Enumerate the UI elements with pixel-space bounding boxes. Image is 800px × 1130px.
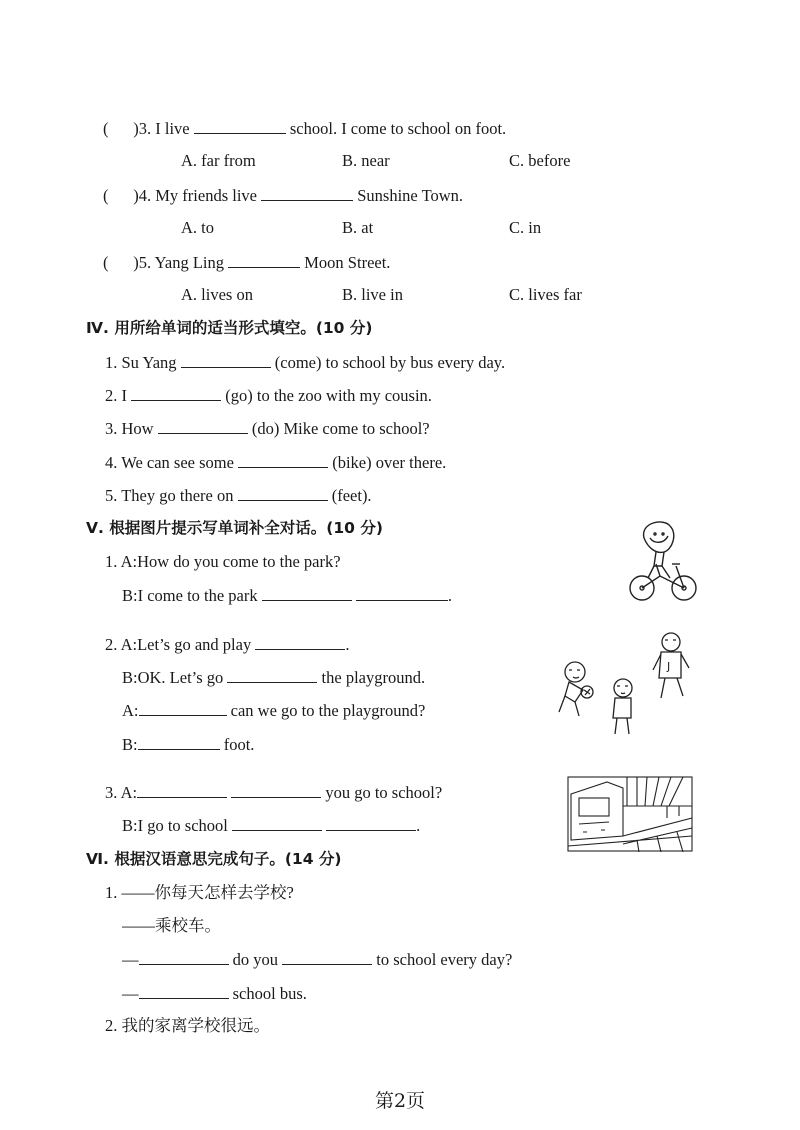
item-text: 3. How — [105, 419, 154, 438]
dialog-text: the playground. — [321, 668, 426, 687]
dialog-3-blank-1[interactable] — [137, 781, 227, 798]
dialog-text: B:I go to school — [122, 816, 228, 835]
dialog-2-blank-2[interactable] — [227, 666, 317, 683]
sec4-blank-2[interactable] — [131, 384, 221, 401]
sentence-text: school bus. — [232, 984, 307, 1003]
dialog-text: . — [416, 816, 421, 835]
sec4-item-4 — [105, 451, 446, 474]
q3-line — [103, 117, 506, 140]
item-text: 5. They go there on — [105, 486, 234, 505]
dialog-text: you go to school? — [325, 783, 443, 802]
sec4-item-1 — [105, 351, 505, 374]
sec4-blank-4[interactable] — [238, 451, 328, 468]
dialog-2-b — [122, 666, 425, 689]
dialog-1-blank-2[interactable] — [356, 584, 448, 601]
sentence-1-blank-1[interactable] — [139, 948, 229, 965]
item-text: (go) to the zoo with my cousin. — [225, 386, 432, 405]
sec4-item-3 — [105, 417, 430, 440]
sentence-text: — — [122, 950, 139, 969]
sentence-1-en-question — [122, 948, 512, 971]
dialog-3-b — [122, 814, 420, 837]
sentence-1-blank-3[interactable] — [139, 982, 229, 999]
q3-stem: )3. I live — [133, 119, 190, 138]
dialog-1-a: 1. A:How do you come to the park? — [105, 552, 341, 571]
sec4-blank-5[interactable] — [238, 484, 328, 501]
dialog-3-blank-2[interactable] — [231, 781, 321, 798]
q5-line — [103, 251, 390, 274]
dialog-2-d — [122, 733, 254, 756]
section-6-title: Ⅵ. 根据汉语意思完成句子。(14 分) — [86, 850, 342, 868]
kids-playing-football-illustration — [555, 630, 695, 740]
q5-option-c: C. lives far — [509, 285, 582, 304]
dialog-text: foot. — [223, 735, 255, 754]
q4-stem: )4. My friends live — [133, 186, 257, 205]
q3-option-c: C. before — [509, 151, 571, 170]
sentence-text: — — [122, 984, 139, 1003]
svg-text:J: J — [667, 660, 671, 673]
item-text: 2. I — [105, 386, 127, 405]
sentence-1-blank-2[interactable] — [282, 948, 372, 965]
dialog-text: B:OK. Let’s go — [122, 668, 224, 687]
dialog-2-c — [122, 699, 425, 722]
q4-option-c: C. in — [509, 218, 542, 237]
sentence-1-en-answer — [122, 982, 307, 1005]
section-4-title: Ⅳ. 用所给单词的适当形式填空。(10 分) — [86, 319, 373, 337]
sec4-item-2 — [105, 384, 432, 407]
dialog-3-blank-4[interactable] — [326, 814, 416, 831]
item-text: 1. Su Yang — [105, 353, 177, 372]
sec4-blank-3[interactable] — [158, 417, 248, 434]
item-text: (feet). — [331, 486, 372, 505]
dialog-1-blank-1[interactable] — [262, 584, 352, 601]
subway-train-illustration — [567, 776, 693, 852]
page-number: 第2页 — [374, 1090, 426, 1112]
q3-option-b: B. near — [342, 151, 390, 170]
section-5-title: Ⅴ. 根据图片提示写单词补全对话。(10 分) — [86, 519, 383, 537]
dialog-2-blank-1[interactable] — [255, 633, 345, 650]
girl-bicycle-illustration — [626, 516, 700, 604]
sentence-2-cn: 2. 我的家离学校很远。 — [105, 1016, 270, 1035]
sec4-blank-1[interactable] — [181, 351, 271, 368]
dialog-text: 2. A:Let’s go and play — [105, 635, 252, 654]
dialog-2-blank-4[interactable] — [138, 733, 220, 750]
q5-option-b: B. live in — [342, 285, 403, 304]
q4-stem-end: Sunshine Town. — [357, 186, 464, 205]
sec4-item-5 — [105, 484, 372, 507]
dialog-3-blank-3[interactable] — [232, 814, 322, 831]
sentence-1-cn-question: 1. ——你每天怎样去学校? — [105, 883, 294, 902]
dialog-text: B: — [122, 735, 138, 754]
dialog-1-b — [122, 584, 452, 607]
sentence-1-cn-answer: ——乘校车。 — [122, 916, 221, 935]
q5-option-a: A. lives on — [181, 285, 253, 304]
q3-option-a: A. far from — [181, 151, 256, 170]
dialog-text: . — [447, 586, 453, 605]
item-text: (do) Mike come to school? — [251, 419, 430, 438]
item-text: (bike) over there. — [332, 453, 447, 472]
dialog-2-blank-3[interactable] — [139, 699, 227, 716]
answer-paren: ( — [103, 253, 109, 272]
item-text: (come) to school by bus every day. — [274, 353, 506, 372]
sentence-text: do you — [232, 950, 278, 969]
dialog-text: 3. A: — [105, 783, 138, 802]
q5-stem-end: Moon Street. — [304, 253, 391, 272]
q3-stem-end: school. I come to school on foot. — [289, 119, 507, 138]
dialog-3-a — [105, 781, 442, 804]
item-text: 4. We can see some — [105, 453, 234, 472]
answer-paren: ( — [103, 119, 109, 138]
q3-blank[interactable] — [194, 117, 286, 134]
q5-stem: )5. Yang Ling — [133, 253, 225, 272]
q4-blank[interactable] — [261, 184, 353, 201]
sentence-text: to school every day? — [376, 950, 513, 969]
dialog-2-a — [105, 633, 349, 656]
dialog-text: A: — [122, 701, 139, 720]
dialog-text: can we go to the playground? — [230, 701, 426, 720]
dialog-text: . — [345, 635, 350, 654]
q4-option-b: B. at — [342, 218, 374, 237]
q4-option-a: A. to — [181, 218, 214, 237]
answer-paren: ( — [103, 186, 109, 205]
dialog-text: B:I come to the park — [122, 586, 258, 605]
q5-blank[interactable] — [228, 251, 300, 268]
q4-line — [103, 184, 463, 207]
